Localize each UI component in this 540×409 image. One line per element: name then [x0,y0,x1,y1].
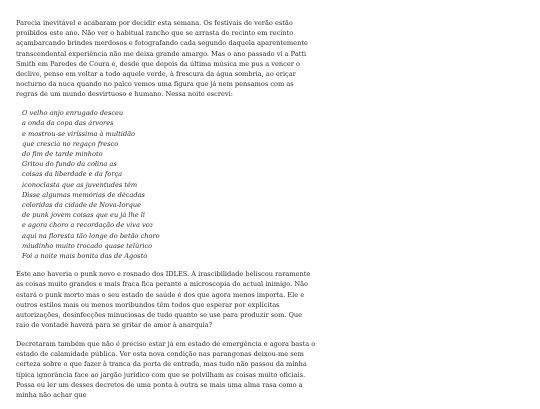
article-paragraph-1: Parecia inevitável e acabaram por decidir esta semana. Os festivais de verão estão proibidos este ano. Não ver o habitual rancho que se arrasta de recinto em recinto açambarcando brindes merdosos e fotografando cada segundo daquela aparentemente transcendental experiência não me deixa grande amargo. Mas o ano passado vi a Patti Smith em Paredes de Coura e, desde que depois da última música me pus a vencer o declive, penso em voltar a todo aquele verde, à frescura da água sombria, ao eriçar nocturno da nuca quando no palco vemos uma figura que já nem pensamos com as regras de um mundo desvirtuoso e humano. Nessa noite escrevi: [16,19,308,99]
poem-line: O velho anjo enrugado desceu [22,109,124,118]
article-body [16,18,316,409]
poem-line: coisas da liberdade e da força [22,170,123,179]
poem-line: do fim de tarde minhoto [22,149,103,158]
poem-line: que crescia no regaço fresco [22,139,119,148]
poem-line: coloridas da cidade de Nova-Iorque [22,200,141,209]
article-paragraph-2: Este ano haveria o punk novo e rosnado dos IDLES. A irascibilidade beliscou raramente as coisas muito grandes e mais fraca fica perante a microscopia do actual inimigo. Não estará o punk morto mas o seu estado de saúde é dos que agora menos importa. Ele e outros estilos mais ou menos moribundos têm todos que esperar por explícitas autorizações, desinfecções minuciosas de tudo quanto se use para produzir som. Que raio de vontade haverá para se gritar de amor à anarquia? [16,270,311,330]
poem-line: Gritou do fundo da colina as [22,160,117,169]
poem-line: e mostrou-se viríssima à multidão [22,129,135,138]
poem-line: miudinho muito trocado quase telúrico [22,241,153,250]
poem-block [22,108,316,261]
poem-line: Disse algumas memórias de décadas [22,190,145,199]
poem-line: Foi a noite mais bonita das de Agosto [22,251,148,260]
poem-line: e agora choro a recordação de viva voz [22,221,154,230]
poem-line: aqui na floresta tão longe do betão choro [22,231,160,240]
article-paragraph-3: Decretaram também que não é preciso estar já em estado de emergência e agora basta o estado de calamidade pública. Ver esta nova condição nas parangonas deixou-me sem certeza sobre o que fazer à tranca da porta de entrada, mas tudo não passou da minha típica ignorância face ao jargão jurídico com que se polvilham as coisas muito oficiais. Possa eu ler um desses decretos de uma ponta à outra se mais uma alma rasa como a minha não achar que [16,339,316,399]
poem-line: a onda da copa das árvores [22,119,114,128]
poem-line: iconoclasta que as juventudes têm [22,180,138,189]
poem-line: de punk jovem coisas que eu já lhe li [22,211,145,220]
